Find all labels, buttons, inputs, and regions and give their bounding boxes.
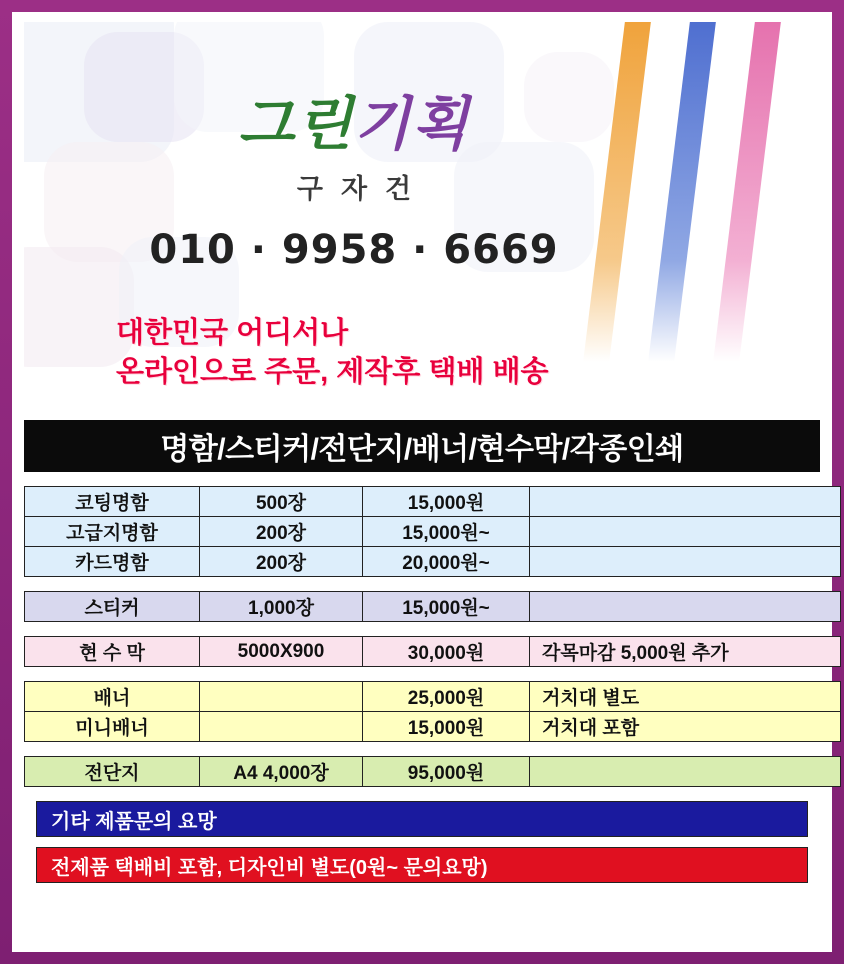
cell-price: 15,000원~ (363, 592, 530, 622)
cell-price: 15,000원~ (363, 517, 530, 547)
stripe-blue (648, 22, 716, 362)
blob-9 (524, 52, 614, 142)
inquiry-strip: 기타 제품문의 요망 (36, 801, 808, 837)
price-table-namecard (24, 486, 841, 577)
category-bar (24, 420, 820, 472)
table-row (25, 487, 841, 517)
cell-item: 카드명함 (25, 547, 200, 577)
cell-qty: 500장 (200, 487, 363, 517)
table-row (25, 757, 841, 787)
flyer-inner (12, 12, 832, 952)
logo-text-purple: 기획 (354, 90, 471, 158)
price-table-banner (24, 681, 841, 742)
cell-note (530, 592, 841, 622)
price-table-wide-banner (24, 636, 841, 667)
cell-price: 15,000원 (363, 712, 530, 742)
category-bar-text: 명함/스티커/전단지/배너/현수막/각종인쇄 (160, 433, 684, 466)
table-row (25, 682, 841, 712)
table-row (25, 547, 841, 577)
cell-note: 각목마감 5,000원 추가 (530, 637, 841, 667)
cell-note (530, 547, 841, 577)
table-row (25, 592, 841, 622)
price-table-flyer (24, 756, 841, 787)
cell-note: 거치대 별도 (530, 682, 841, 712)
phone-number: 010 · 9958 · 6669 (149, 227, 559, 273)
cell-price: 15,000원 (363, 487, 530, 517)
cell-qty: 5000X900 (200, 637, 363, 667)
cell-price: 95,000원 (363, 757, 530, 787)
owner-name: 구자건 (296, 174, 430, 204)
cell-item: 코팅명함 (25, 487, 200, 517)
slogan-line-1: 대한민국 어디서나 (116, 317, 349, 349)
cell-qty: A4 4,000장 (200, 757, 363, 787)
cell-note: 거치대 포함 (530, 712, 841, 742)
cell-qty: 1,000장 (200, 592, 363, 622)
cell-price: 20,000원~ (363, 547, 530, 577)
cell-item: 현 수 막 (25, 637, 200, 667)
cell-qty: 200장 (200, 517, 363, 547)
cell-qty: 200장 (200, 547, 363, 577)
cell-item: 전단지 (25, 757, 200, 787)
table-row (25, 517, 841, 547)
table-row (25, 637, 841, 667)
cell-item: 미니배너 (25, 712, 200, 742)
logo-text-green: 그린 (237, 90, 354, 158)
price-tables (24, 486, 820, 883)
header-banner (24, 22, 820, 412)
cell-note (530, 757, 841, 787)
slogan (116, 314, 548, 392)
cell-note (530, 517, 841, 547)
table-row (25, 712, 841, 742)
cell-note (530, 487, 841, 517)
cell-item: 스티커 (25, 592, 200, 622)
price-table-sticker (24, 591, 841, 622)
shipping-strip: 전제품 택배비 포함, 디자인비 별도(0원~ 문의요망) (36, 847, 808, 883)
stripe-pink (713, 22, 781, 362)
company-logo (174, 77, 534, 161)
cell-item: 고급지명함 (25, 517, 200, 547)
cell-qty (200, 682, 363, 712)
cell-item: 배너 (25, 682, 200, 712)
slogan-line-2: 온라인으로 주문, 제작후 택배 배송 (116, 356, 549, 389)
cell-price: 30,000원 (363, 637, 530, 667)
cell-price: 25,000원 (363, 682, 530, 712)
cell-qty (200, 712, 363, 742)
